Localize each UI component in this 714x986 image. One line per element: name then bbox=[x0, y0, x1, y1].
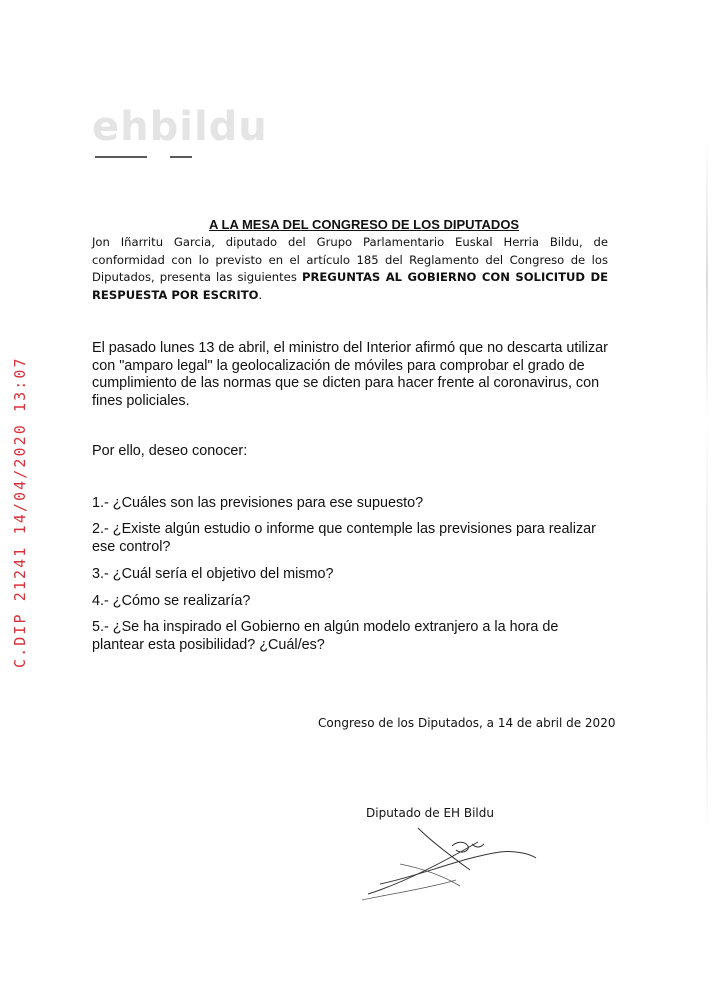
question-item: 4.- ¿Cómo se realizaría? bbox=[92, 593, 251, 609]
question-item: 2.- ¿Existe algún estudio o informe que contemple las previsiones para realizar ese control? bbox=[92, 521, 596, 555]
logo-underline-left bbox=[95, 156, 147, 158]
intro-bold-text: PREGUNTAS AL GOBIERNO CON SOLICITUD DE RESPUESTA POR ESCRITO bbox=[92, 270, 608, 302]
intro-paragraph bbox=[92, 234, 608, 304]
question-item: 5.- ¿Se ha inspirado el Gobierno en algún modelo extranjero a la hora de plantear esta posibilidad? ¿Cuál/es? bbox=[92, 619, 559, 653]
question-item: 1.- ¿Cuáles son las previsiones para ese supuesto? bbox=[92, 495, 424, 511]
question-item: 3.- ¿Cuál sería el objetivo del mismo? bbox=[92, 566, 334, 582]
intro-end: . bbox=[258, 287, 263, 302]
place-date: Congreso de los Diputados, a 14 de abril de 2020 bbox=[318, 716, 616, 730]
logo-underline-right bbox=[170, 156, 192, 158]
signatory-role: Diputado de EH Bildu bbox=[366, 806, 494, 820]
document-heading: A LA MESA DEL CONGRESO DE LOS DIPUTADOS bbox=[209, 217, 520, 232]
scan-edge bbox=[706, 140, 708, 840]
handwritten-signature bbox=[360, 824, 540, 904]
registry-stamp: C.DIP 21241 14/04/2020 13:07 bbox=[11, 356, 29, 668]
request-line: Por ello, deseo conocer: bbox=[92, 443, 248, 459]
context-paragraph: El pasado lunes 13 de abril, el ministro del Interior afirmó que no descarta utilizar con "amparo legal" la geolocalización de móviles para comprobar el grado de cumplimiento de las normas que se dicten para hacer frente al coronavirus, con fines policiales. bbox=[92, 340, 608, 409]
intro-text: Jon Iñarritu Garcia, diputado del Grupo Parlamentario Euskal Herria Bildu, de conformidad con lo previsto en el artículo 185 del Reglamento del Congreso de los Diputados, presenta las siguientes bbox=[92, 235, 608, 285]
eh-bildu-logo: ehbildu bbox=[92, 104, 268, 150]
